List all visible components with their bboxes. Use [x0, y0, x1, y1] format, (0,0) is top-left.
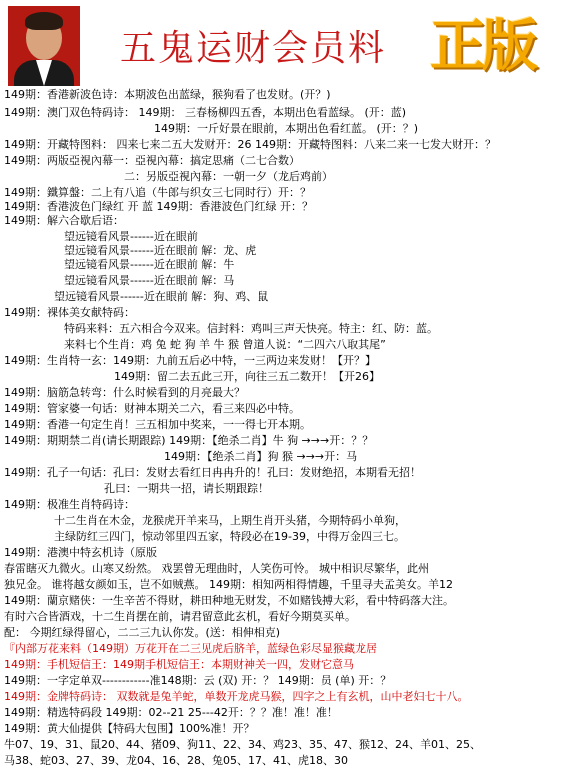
- text-line: 149期：生肖特一玄：149期：九前五后必中特，一三两边来发财！【开？】: [4, 354, 376, 367]
- text-line: 149期：香港一句定生肖！三五相加中奖来，一一得七开本期。: [4, 418, 311, 431]
- text-line: 149期：澳门双色特码诗： 149期： 三春杨柳四五香，本期出色看蓝绿。 (开：蓝): [4, 106, 407, 119]
- text-line: 来料七个生肖：鸡 兔 蛇 狗 羊 牛 猴 曾道人说：“二四六八取其尾”: [64, 338, 386, 351]
- text-line: 牛07、19、31、鼠20、44、猪09、狗11、22、34、鸡23、35、47、猴12、24、羊01、25、: [4, 738, 481, 751]
- text-line: 149期：裸体美女献特码：: [4, 306, 135, 319]
- text-line: 望远镜看风景------近在眼前 解：龙、虎: [64, 244, 257, 257]
- genuine-stamp: 正版: [430, 14, 534, 79]
- text-line: 149期：香港新波色诗：本期波色出蓝绿，猴狗看了也发财。(开？): [4, 88, 331, 101]
- text-line: 149期：两版亞視內幕一：亞視內幕：搞定思痛（二七合数）: [4, 154, 300, 167]
- text-line: 149期：金牌特码诗： 双数就是兔羊蛇，单数开龙虎马猴，四字之上有玄机，山中老妇七十八。: [4, 690, 469, 703]
- text-line: 149期：【绝杀二肖】狗 猴 →→→开：马: [164, 450, 358, 463]
- text-line: 149期：精选特码段 149期：02--21 25---42开：？？准！准！准！: [4, 706, 338, 719]
- text-line: 149期：蘭京赌侠：一生辛苦不得财，耕田种地无财发，不如赌钱搏大彩，看中特码落大注。: [4, 594, 454, 607]
- text-line: 十二生肖在木金，龙猴虎开羊来马，上期生肖开头猪，今期特码小单狗，: [54, 514, 406, 527]
- text-line: 149期：鐵算盤：二上有八追（牛郎与织女三七同时行）开：？: [4, 186, 311, 199]
- text-line: 149期：一字定单双------------准148期：云 (双) 开：？ 149期：员 (单) 开：？: [4, 674, 392, 687]
- text-line: 望远镜看风景------近在眼前 解：马: [64, 274, 235, 287]
- text-line: 孔曰：一期共一招，请长期跟踪！: [104, 482, 269, 495]
- text-line: 独兄金。 谁将越女颜如玉，岂不如贼燕。 149期：相知两相得情趣，千里寻夫孟美女。羊12: [4, 578, 453, 591]
- text-line: 149期：孔子一句话：孔曰：发财去看红日冉冉升的！孔曰：发财绝招，本期看无招！: [4, 466, 421, 479]
- text-line: 149期：开藏特图料： 四来七来二五大发财开：26 149期：开藏特图料：八来二来一七发大财开：？: [4, 138, 496, 151]
- text-line: 特码来料：五六相合今双来。信封料：鸡叫三声天快亮。特主：红、防：蓝。: [64, 322, 438, 335]
- text-line: 配： 今期红绿得留心，二二三九认你发。(送：相伸相克): [4, 626, 281, 639]
- text-line: 149期：手机短信王：149期手机短信王：本期财神关一四，发财它意马: [4, 658, 354, 671]
- text-line: 149期：极准生肖特码诗：: [4, 498, 135, 511]
- header: [0, 0, 573, 88]
- page-title: 五鬼运财会员料: [120, 28, 387, 69]
- text-line: 149期：一斤好景在眼前，本期出色看红蓝。 (开：？): [154, 122, 419, 135]
- text-line: 149期：黄大仙提供【特码大包围】100%准！开？: [4, 722, 255, 735]
- text-line: 望远镜看风景------近在眼前 解：牛: [64, 258, 235, 271]
- avatar-hair: [25, 12, 63, 30]
- text-line: 149期：管家婆一句话：财神本期关二六，看三来四必中特。: [4, 402, 300, 415]
- text-line: 主绿防红三四门，惊动邻里四五家，特段必在19-39，中得万金四三七。: [54, 530, 405, 543]
- text-line: 『内部万花来料（149期）万花开在二三见虎后脐羊，蓝绿色彩尽显猴藏龙居: [4, 642, 377, 655]
- text-line: 149期：香港波色门绿红 开 蓝 149期：香港波色门红绿 开：？: [4, 200, 313, 213]
- avatar: [8, 6, 80, 86]
- text-line: 望远镜看风景------近在眼前 解：狗、鸡、鼠: [54, 290, 269, 303]
- text-line: 春雷瞎灭九微火。山寒又纷然。 戏罢曾无理曲时，人笑伤可怜。 城中相识尽繁华，此州: [4, 562, 429, 575]
- text-line: 149期：留二去五此三开，向往三五二数开！【开26】: [114, 370, 380, 383]
- text-line: 马38、蛇03、27、39、龙04、16、28、兔05、17、41、虎18、30: [4, 754, 348, 767]
- text-line: 149期：解六合歇后语：: [4, 214, 124, 227]
- text-line: 149期：期期禁二肖(请长期跟踪) 149期：【绝杀二肖】牛 狗 →→→开：？？: [4, 434, 374, 447]
- text-line: 二：另版亞視內幕：一朝一夕（龙后鸡前）: [124, 170, 333, 183]
- text-line: 望远镜看风景------近在眼前: [64, 230, 198, 243]
- text-line: 有时六合皆酒戏，十二生肖摆在前，请君留意此玄机，看好今期莫买单。: [4, 610, 356, 623]
- text-line: 149期：脑筋急转弯：什么时候看到的月亮最大？: [4, 386, 245, 399]
- text-line: 149期：港澳中特玄机诗（原版: [4, 546, 157, 559]
